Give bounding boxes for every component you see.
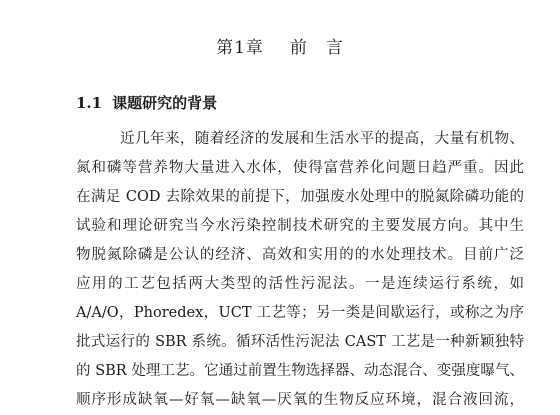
paragraph-line: 批式运行的 SBR 系统。循环活性污泥法 CAST 工艺是一种新颖独特 [76, 334, 524, 350]
body-paragraph [76, 125, 524, 415]
paragraph-line: 的 SBR 处理工艺。它通过前置生物选择器、动态混合、变强度曝气、 [76, 363, 524, 379]
paragraph-line: 顺序形成缺氧—好氧—缺氧—厌氧的生物反应环境，混合液回流， [76, 392, 524, 408]
paragraph-line: 在满足 COD 去除效果的前提下，加强废水处理中的脱氮除磷功能的 [76, 189, 524, 205]
chapter-title [0, 33, 560, 58]
paragraph-line: 物脱氮除磷是公认的经济、高效和实用的的水处理技术。目前广泛 [76, 247, 524, 263]
paragraph-line: 试验和理论研究当今水污染控制技术研究的主要发展方向。其中生 [76, 218, 524, 234]
section-heading [76, 92, 217, 113]
paragraph-line: 近几年来，随着经济的发展和生活水平的提高，大量有机物、 [120, 131, 524, 147]
paragraph-line: 应用的工艺包括两大类型的活性污泥法。一是连续运行系统，如 [76, 276, 524, 292]
chapter-number: 第1章 [216, 38, 264, 58]
paragraph-line: A/A/O，Phoredex，UCT 工艺等；另一类是间歇运行，或称之为序 [76, 305, 524, 321]
section-number: 1.1 [76, 94, 103, 112]
chapter-name: 前 言 [289, 38, 344, 58]
section-title: 课题研究的背景 [112, 94, 218, 112]
paragraph-line: 氮和磷等营养物大量进入水体，使得富营养化问题日趋严重。因此 [76, 160, 524, 176]
